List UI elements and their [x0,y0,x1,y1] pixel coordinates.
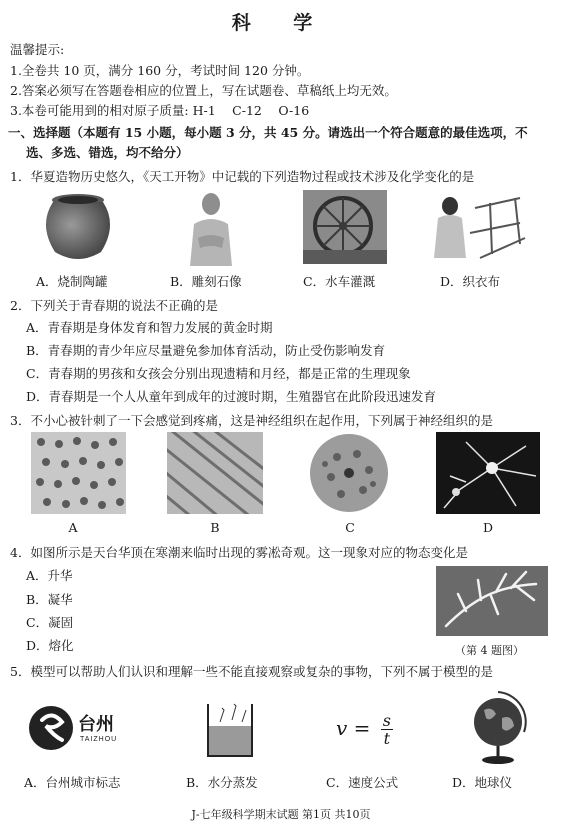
blood-tissue-c-image [307,432,391,514]
q2-stem: 2．下列关于青春期的说法不正确的是 [10,298,218,313]
q1-option-c: C．水车灌溉 [303,274,376,289]
q3-label-d: D [482,520,494,535]
taizhou-emblem-icon [26,700,76,756]
q4-option-c: C．凝固 [26,615,74,630]
q1-option-b: B．雕刻石像 [170,274,242,289]
formula-fraction [381,712,393,747]
section-heading-line2: 选、多选、错选，均不给分） [26,145,189,160]
muscle-tissue-b-image [167,432,263,514]
rime-photo [436,566,548,636]
taizhou-logo-subtext: TAIZHOU [80,736,118,743]
q4-option-d: D．熔化 [26,638,74,653]
q5-option-c: C．速度公式 [326,775,399,790]
q4-option-a: A．升华 [26,568,73,583]
tip-3: 3.本卷可能用到的相对原子质量: H-1 C-12 O-16 [10,103,310,118]
q2-option-b: B．青春期的青少年应尽量避免参加体育活动，防止受伤影响发育 [26,343,386,358]
q2-option-a: A．青春期是身体发育和智力发展的黄金时期 [26,320,273,335]
tips-heading: 温馨提示: [10,42,65,57]
formula-lhs: v = [336,716,371,740]
q3-stem: 3．不小心被针刺了一下会感觉到疼痛，这是神经组织在起作用，下列属于神经组织的是 [10,413,493,428]
q1-option-a: A．烧制陶罐 [36,274,108,289]
formula-numerator: s [382,711,391,730]
page-title: 科 学 [231,12,331,34]
q5-option-d: D．地球仪 [452,775,513,790]
section-heading-line1: 一、选择题（本题有 15 小题，每小题 3 分，共 45 分。请选出一个符合题意的最佳选项，不 [8,125,528,140]
taizhou-logo [26,700,136,756]
q5-option-a: A．台州城市标志 [24,775,121,790]
nerve-tissue-d-image [436,432,540,514]
speed-formula [336,712,393,747]
q2-option-c: C．青春期的男孩和女孩会分别出现遗精和月经，都是正常的生理现象 [26,366,411,381]
q1-option-d: D．织衣布 [440,274,501,289]
q1-stem: 1．华夏造物历史悠久，《天工开物》中记载的下列造物过程或技术涉及化学变化的是 [10,169,475,184]
globe-image [466,688,530,766]
weaving-image [420,188,530,266]
cell-tissue-a-image [31,432,126,514]
waterwheel-image [303,190,387,264]
q4-option-b: B．凝华 [26,592,73,607]
page-footer: J-七年级科学期末试题 第1页 共10页 [191,808,371,821]
q5-option-b: B．水分蒸发 [186,775,258,790]
q2-option-d: D．青春期是一个人从童年到成年的过渡时期，生殖器官在此阶段迅速发育 [26,389,437,404]
formula-denominator: t [383,729,391,748]
q5-stem: 5．模型可以帮助人们认识和理解一些不能直接观察或复杂的事物，下列不属于模型的是 [10,664,493,679]
tip-1: 1.全卷共 10 页，满分 160 分，考试时间 120 分钟。 [10,63,310,78]
taizhou-logo-text: 台州 [78,714,114,735]
tip-2: 2.答案必须写在答题卷相应的位置上，写在试题卷、草稿纸上均无效。 [10,83,397,98]
pottery-jar-image [33,190,123,266]
q3-label-b: B [210,520,220,535]
evaporation-beaker [202,698,258,758]
q4-stem: 4．如图所示是天台华顶在寒潮来临时出现的雾凇奇观。这一现象对应的物态变化是 [10,545,468,560]
q3-label-c: C [345,520,355,535]
q3-label-a: A [68,520,78,535]
stone-statue-image [176,188,246,266]
q4-figure-caption: （第 4 题图） [455,644,524,657]
